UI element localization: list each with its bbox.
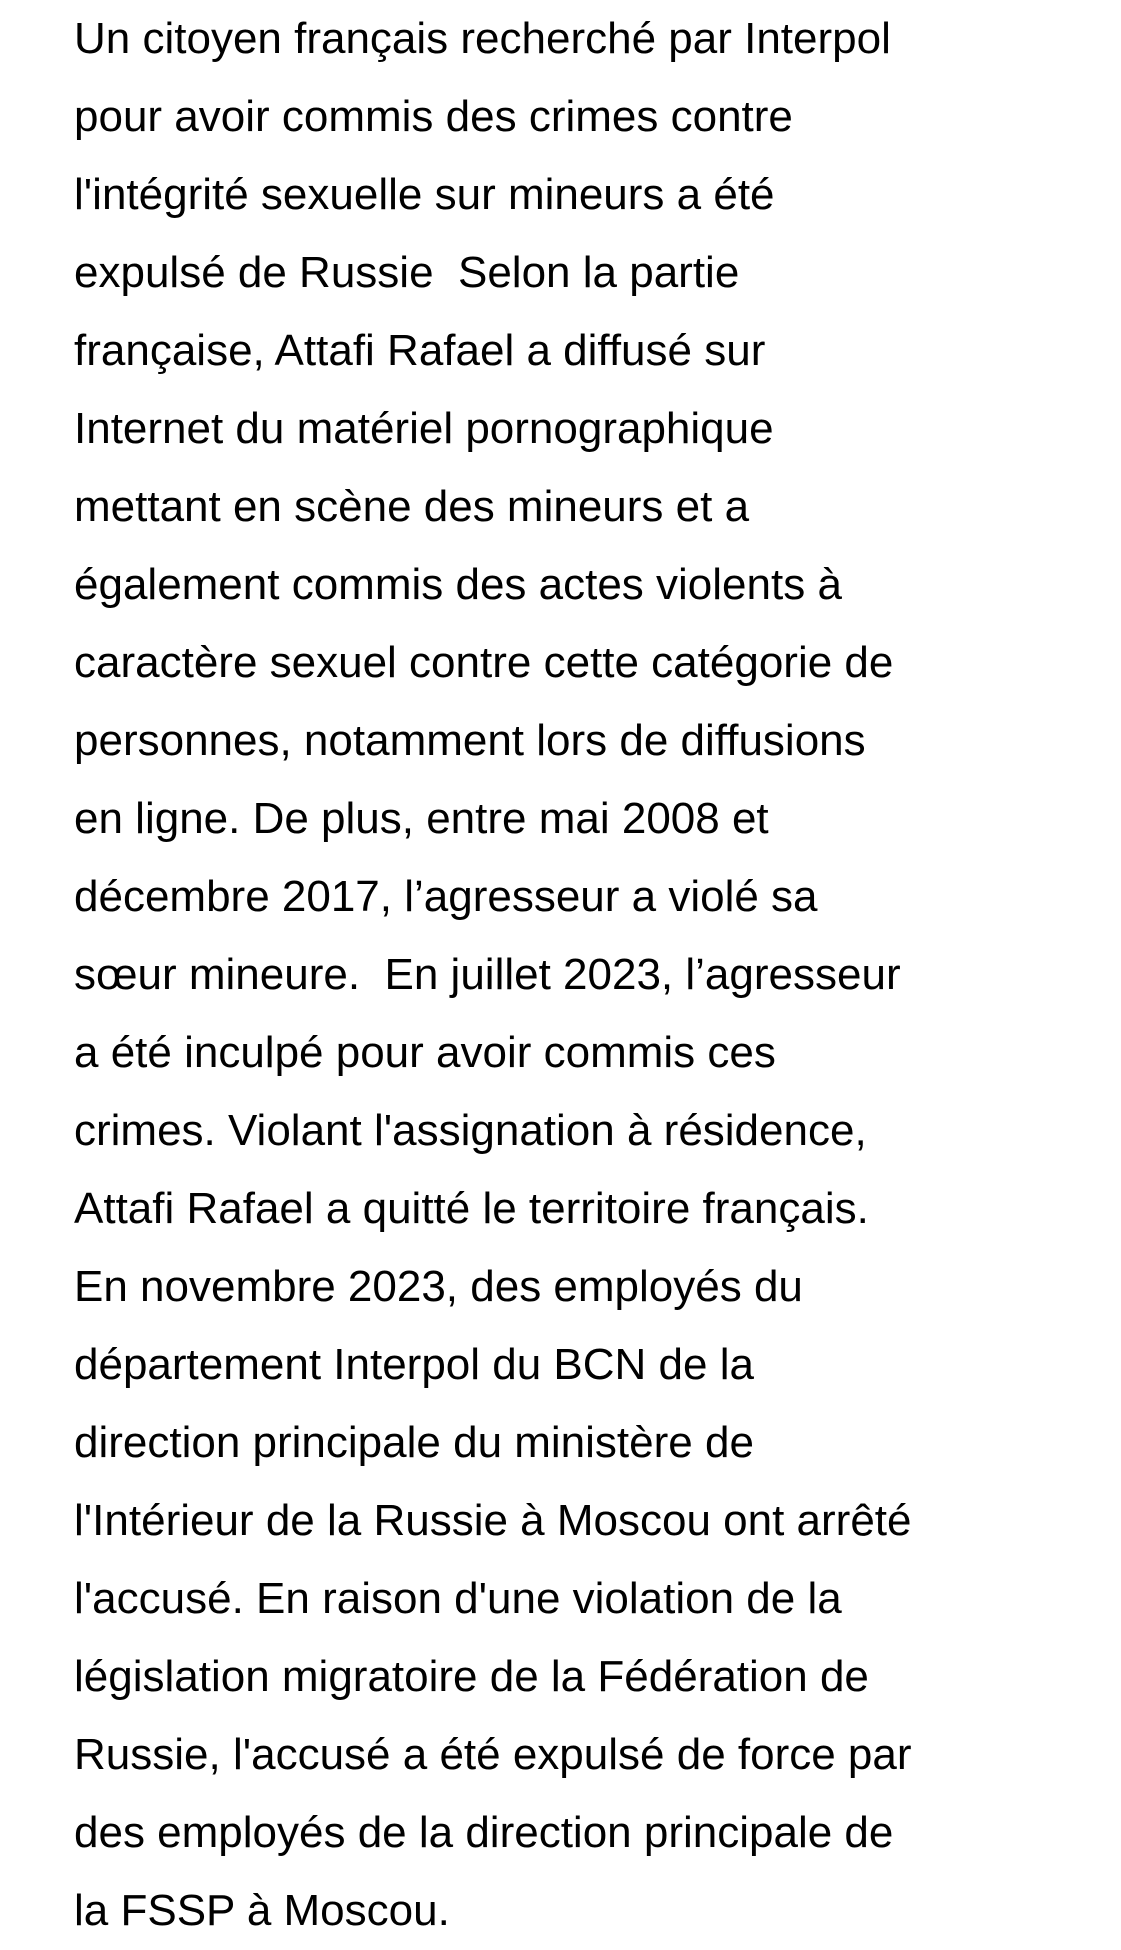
text-line: la FSSP à Moscou. <box>74 1886 450 1935</box>
text-line: en ligne. De plus, entre mai 2008 et <box>74 794 769 843</box>
text-line: décembre 2017, l’agresseur a violé sa <box>74 872 818 921</box>
text-line: des employés de la direction principale de <box>74 1808 894 1857</box>
text-line: également commis des actes violents à <box>74 560 842 609</box>
text-line: caractère sexuel contre cette catégorie de <box>74 638 894 687</box>
text-line: l'intégrité sexuelle sur mineurs a été <box>74 170 775 219</box>
text-line: l'Intérieur de la Russie à Moscou ont arrêté <box>74 1496 912 1545</box>
text-line: direction principale du ministère de <box>74 1418 754 1467</box>
text-line: Attafi Rafael a quitté le territoire français. <box>74 1184 869 1233</box>
text-line: Un citoyen français recherché par Interpol <box>74 14 891 63</box>
text-line: a été inculpé pour avoir commis ces <box>74 1028 776 1077</box>
text-line: département Interpol du BCN de la <box>74 1340 754 1389</box>
text-line: expulsé de Russie Selon la partie <box>74 248 740 297</box>
text-line: l'accusé. En raison d'une violation de la <box>74 1574 842 1623</box>
text-line: Internet du matériel pornographique <box>74 404 774 453</box>
text-line: mettant en scène des mineurs et a <box>74 482 750 531</box>
text-line: législation migratoire de la Fédération de <box>74 1652 869 1701</box>
note-body-text[interactable] <box>74 0 1114 1950</box>
text-line: crimes. Violant l'assignation à résidence, <box>74 1106 867 1155</box>
text-line: En novembre 2023, des employés du <box>74 1262 803 1311</box>
text-line: sœur mineure. En juillet 2023, l’agresseur <box>74 950 901 999</box>
text-line: française, Attafi Rafael a diffusé sur <box>74 326 766 375</box>
text-line: Russie, l'accusé a été expulsé de force par <box>74 1730 912 1779</box>
text-line: pour avoir commis des crimes contre <box>74 92 793 141</box>
text-line: personnes, notamment lors de diffusions <box>74 716 866 765</box>
